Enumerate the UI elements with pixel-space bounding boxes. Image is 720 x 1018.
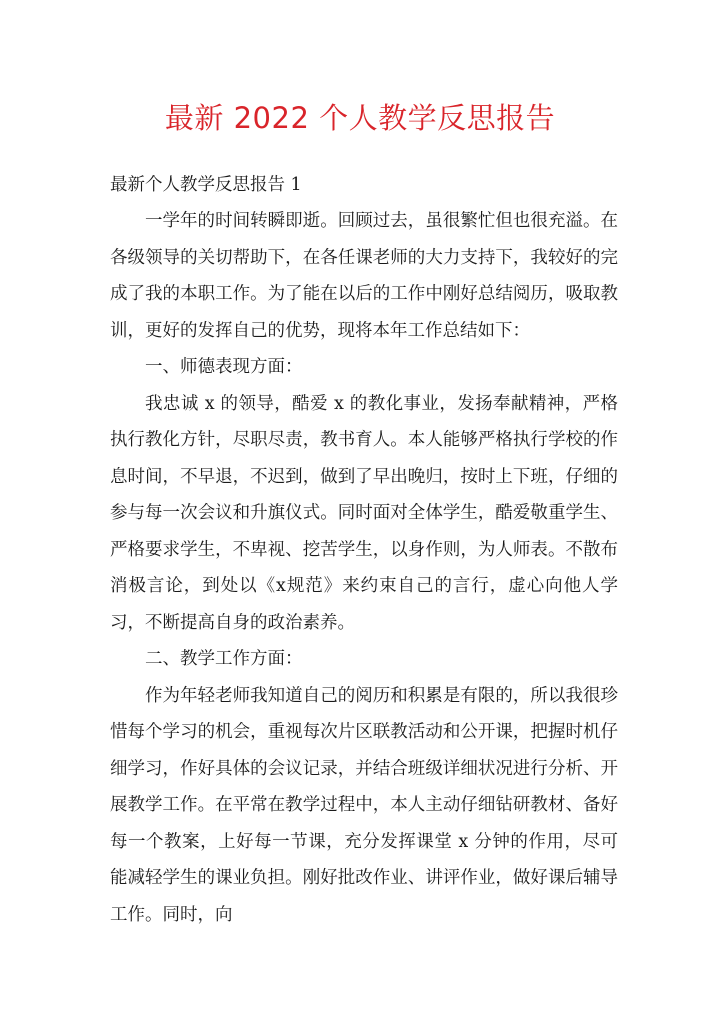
intro-paragraph: 一学年的时间转瞬即逝。回顾过去，虽很繁忙但也很充溢。在各级领导的关切帮助下，在各任课老师的大力支持下，我较好的完成了我的本职工作。为了能在以后的工作中刚好总结阅历，吸取教训，更好的发挥自己的优势，现将本年工作总结如下：	[110, 211, 618, 341]
report-subheading: 最新个人教学反思报告 1	[110, 175, 302, 195]
document-body	[110, 167, 618, 933]
section-2-paragraph: 作为年轻老师我知道自己的阅历和积累是有限的，所以我很珍惜每个学习的机会，重视每次片区联教活动和公开课，把握时机仔细学习，作好具体的会议记录，并结合班级详细状况进行分析、开展教学工作。在平常在教学过程中，本人主动仔细钻研教材、备好每一个教案，上好每一节课，充分发挥课堂 x 分钟的作用，尽可能减轻学生的课业负担。刚好批改作业、讲评作业，做好课后辅导工作。同时，向	[110, 685, 618, 925]
section-1-paragraph: 我忠诚 x 的领导，酷爱 x 的教化事业，发扬奉献精神，严格执行教化方针，尽职尽责，教书育人。本人能够严格执行学校的作息时间，不早退，不迟到，做到了早出晚归，按时上下班，仔细的参与每一次会议和升旗仪式。同时面对全体学生，酷爱敬重学生、严格要求学生，不卑视、挖苦学生，以身作则，为人师表。不散布消极言论，到处以《x规范》来约束自己的言行，虚心向他人学习，不断提高自身的政治素养。	[110, 393, 618, 633]
section-2-heading: 二、教学工作方面：	[145, 649, 303, 669]
document-title: 最新 2022 个人教学反思报告	[164, 101, 556, 135]
section-1-heading: 一、师德表现方面：	[145, 357, 303, 377]
